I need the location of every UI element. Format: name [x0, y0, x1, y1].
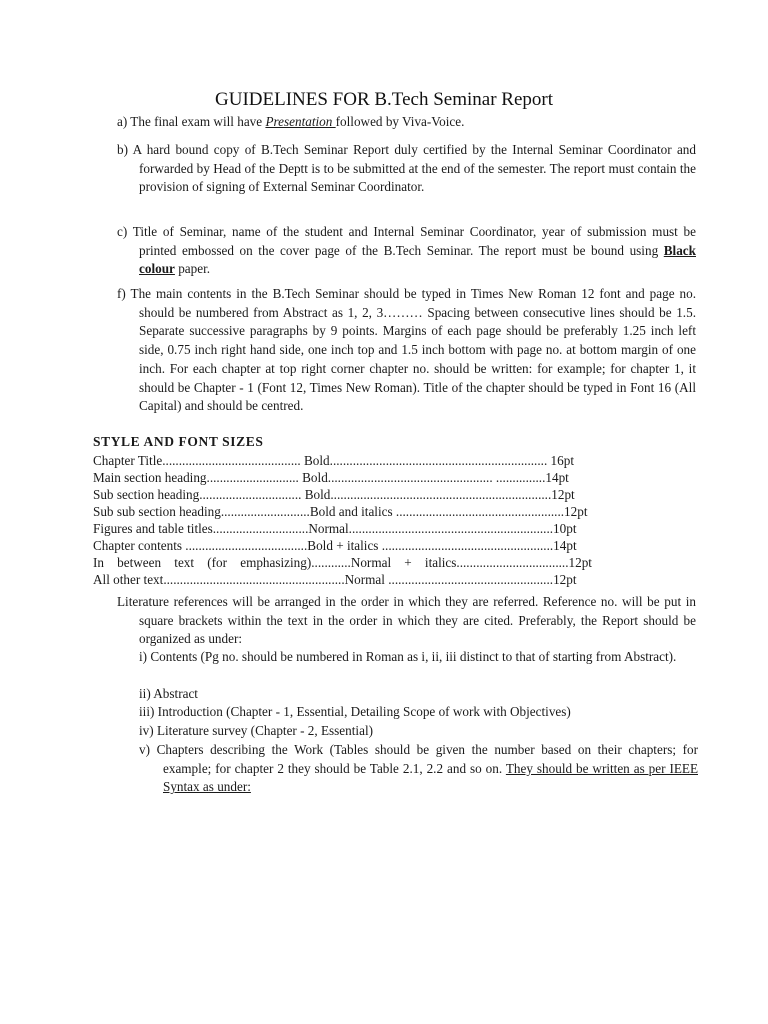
- font-row-sub-section: Sub section heading............................... Bold...................................................................12pt: [93, 487, 575, 502]
- font-row-all-other: All other text.......................................................Normal ..................................................12pt: [93, 572, 577, 587]
- font-row-figures-tables: Figures and table titles.............................Normal..............................................................10pt: [93, 521, 577, 536]
- list-item-abstract: ii) Abstract: [139, 686, 198, 701]
- page-title: GUIDELINES FOR B.Tech Seminar Report: [215, 89, 553, 110]
- list-item-literature-survey: iv) Literature survey (Chapter - 2, Essential): [139, 723, 373, 738]
- list-item-introduction: iii) Introduction (Chapter - 1, Essential, Detailing Scope of work with Objectives): [139, 704, 571, 719]
- font-row-emphasizing: In between text (for emphasizing)............Normal + italics..................................12pt: [93, 555, 592, 570]
- paragraph-f: f) The main contents in the B.Tech Seminar should be typed in Times New Roman 12 font and page no. should be numbered from Abstract as 1, 2, 3……… Spacing between consecutive lines should be 1.5. Separate successive paragraphs by 9 points. Margins of each page should be preferably 1.25 inch left side, 0.75 inch right hand side, one inch top and 1.5 inch bottom with page no. at bottom margin of one inch. For each chapter at top right corner chapter no. should be written: for example; for chapter 1, it should be Chapter - 1 (Font 12, Times New Roman). Title of the chapter should be typed in Font 16 (All Capital) and should be centred.: [117, 286, 696, 414]
- black-colour-emphasis: Black colour: [139, 242, 696, 277]
- presentation-emphasis: Presentation: [265, 114, 336, 129]
- paragraph-c: c) Title of Seminar, name of the student and Internal Seminar Coordinator, year of submission must be printed embossed on the cover page of the B.Tech Seminar. The report must be bound using Black colour paper.: [117, 224, 696, 277]
- ieee-syntax-emphasis: They should be written as per IEEE Syntax as under:: [163, 760, 698, 795]
- list-item-contents: i) Contents (Pg no. should be numbered in Roman as i, ii, iii distinct to that of starting from Abstract).: [139, 649, 677, 664]
- font-row-chapter-contents: Chapter contents .....................................Bold + italics ....................................................14pt: [93, 538, 577, 553]
- paragraph-b: b) A hard bound copy of B.Tech Seminar Report duly certified by the Internal Seminar Coordinator and forwarded by Head of the Deptt is to be submitted at the end of the semester. The report must contain the provision of signing of External Seminar Coordinator.: [117, 142, 696, 195]
- font-row-chapter-title: Chapter Title.......................................... Bold.................................................................. 16pt: [93, 453, 574, 468]
- literature-paragraph: Literature references will be arranged in the order in which they are referred. Reference no. will be put in square brackets within the text in the order in which they are cited. Preferably, the Report should be organized as under:: [117, 594, 696, 647]
- style-and-font-sizes-heading: STYLE AND FONT SIZES: [93, 434, 264, 449]
- paragraph-a: a) The final exam will have Presentation followed by Viva-Voice.: [117, 114, 465, 129]
- font-row-main-section: Main section heading............................ Bold.................................................. ...............14pt: [93, 470, 569, 485]
- list-item-chapters: v) Chapters describing the Work (Tables should be given the number based on their chapters; for example; for chapter 2 they should be Table 2.1, 2.2 and so on. They should be written as per IEEE Syntax as under:: [139, 742, 698, 795]
- font-row-sub-sub-section: Sub sub section heading...........................Bold and italics ...................................................12pt: [93, 504, 588, 519]
